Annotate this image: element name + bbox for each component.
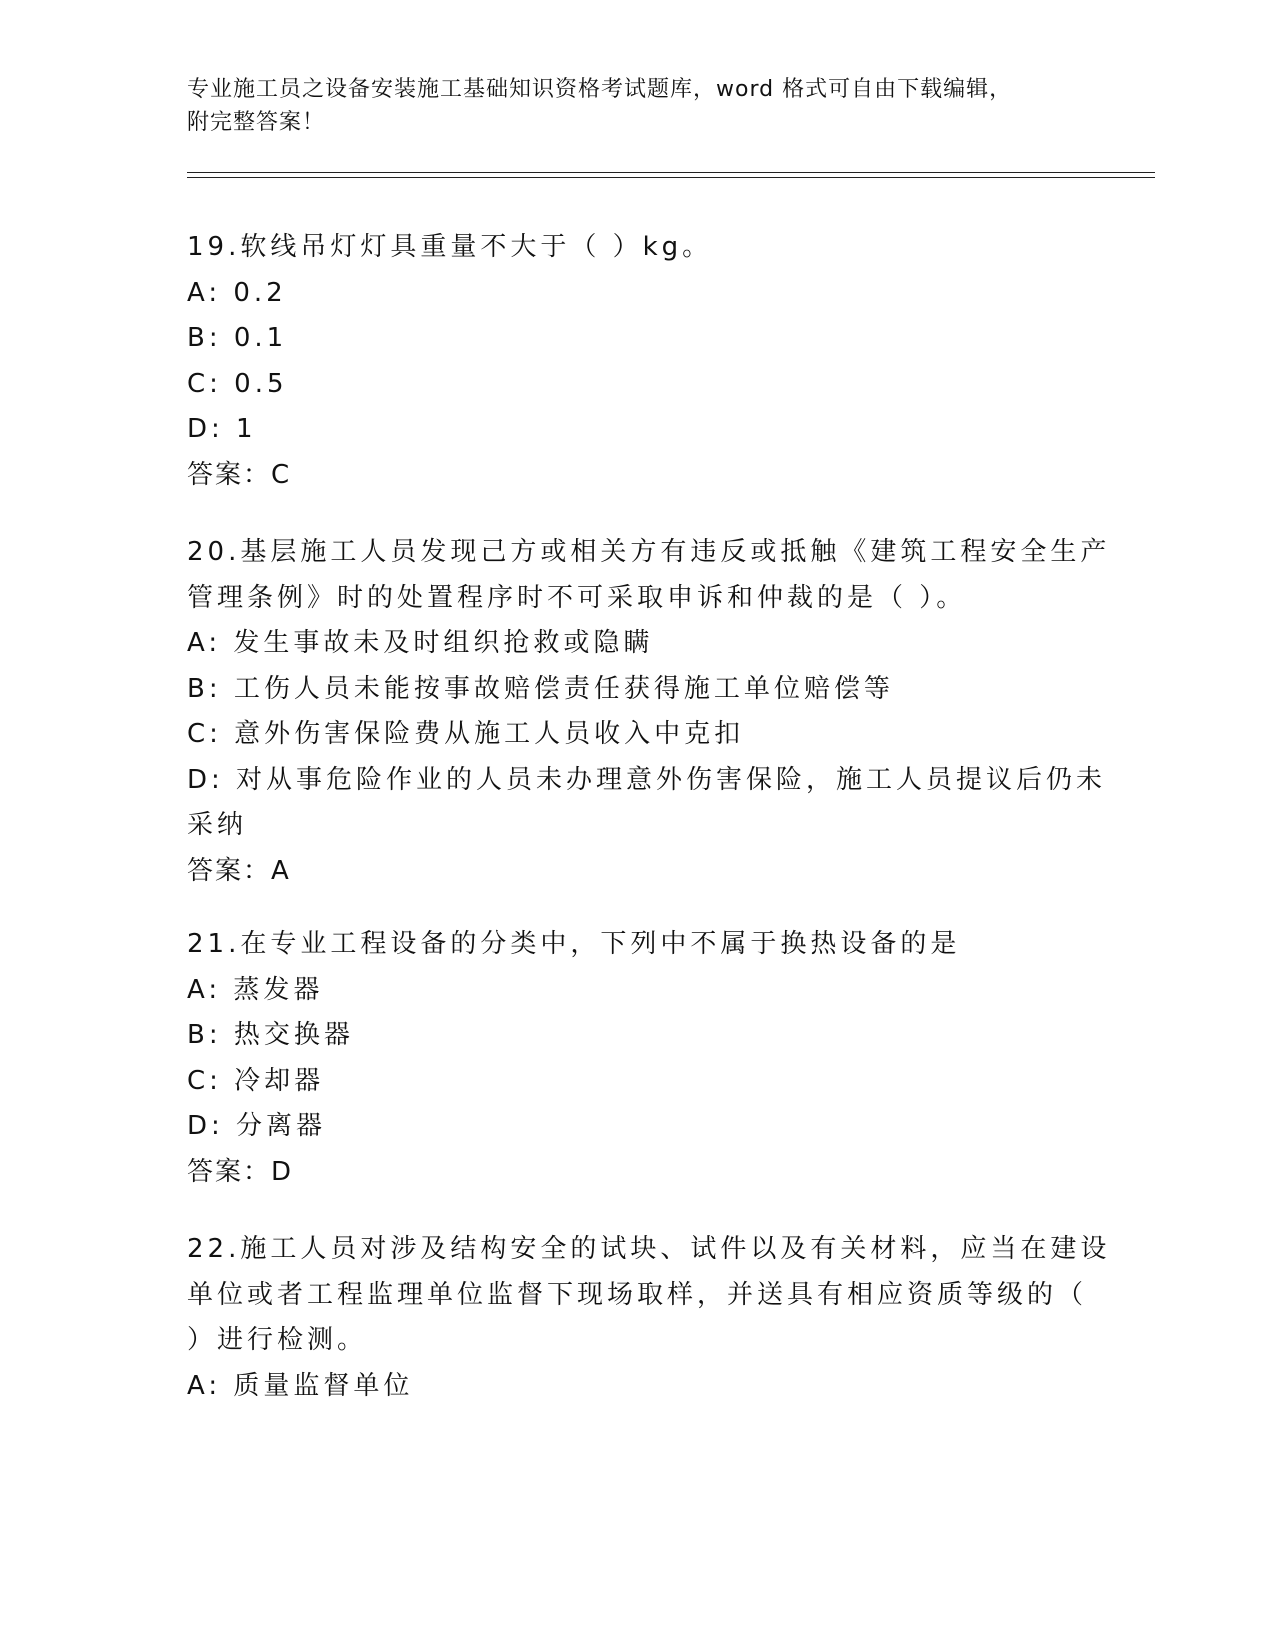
question-20 — [187, 530, 1111, 894]
option-a: A: 质量监督单位 — [187, 1370, 414, 1401]
document-header — [187, 73, 1087, 139]
option-d: D: 分离器 — [187, 1111, 327, 1141]
option-d: D: 对从事危险作业的人员未办理意外伤害保险，施工人员提议后仍未 — [187, 764, 1107, 795]
option-d-continued: 采纳 — [187, 810, 248, 840]
header-divider-bottom — [187, 177, 1155, 178]
option-c: C: 意外伤害保险费从施工人员收入中克扣 — [187, 719, 745, 749]
option-a: A: 发生事故未及时组织抢救或隐瞒 — [187, 628, 654, 658]
option-b: B: 0.1 — [187, 323, 288, 353]
option-d: D: 1 — [187, 414, 257, 444]
answer: 答案：C — [187, 459, 292, 490]
option-c: C: 冷却器 — [187, 1065, 325, 1096]
header-divider-top — [187, 172, 1155, 173]
question-19 — [187, 225, 1087, 498]
option-a: A: 0.2 — [187, 277, 287, 308]
option-a: A: 蒸发器 — [187, 974, 324, 1005]
answer: 答案：D — [187, 1156, 294, 1187]
question-21 — [187, 922, 1087, 1195]
question-stem-continued: ）进行检测。 — [187, 1325, 368, 1355]
question-stem-continued: 管理条例》时的处置程序时不可采取申诉和仲裁的是（ ）。 — [187, 582, 967, 613]
question-stem: 21.在专业工程设备的分类中，下列中不属于换热设备的是 — [187, 929, 961, 959]
question-stem-continued: 单位或者工程监理单位监督下现场取样，并送具有相应资质等级的（ — [187, 1279, 1088, 1310]
option-b: B: 热交换器 — [187, 1020, 354, 1050]
question-stem: 22.施工人员对涉及结构安全的试块、试件以及有关材料，应当在建设 — [187, 1234, 1111, 1264]
question-22 — [187, 1227, 1111, 1409]
option-b: B: 工伤人员未能按事故赔偿责任获得施工单位赔偿等 — [187, 673, 894, 704]
question-stem: 20.基层施工人员发现己方或相关方有违反或抵触《建筑工程安全生产 — [187, 537, 1111, 567]
answer: 答案：A — [187, 855, 291, 886]
header-line-2: 附完整答案！ — [187, 110, 326, 135]
question-stem: 19.软线吊灯灯具重量不大于（ ）kg。 — [187, 232, 713, 262]
header-line-1: 专业施工员之设备安装施工基础知识资格考试题库，word 格式可自由下载编辑， — [187, 77, 1013, 102]
option-c: C: 0.5 — [187, 368, 288, 399]
